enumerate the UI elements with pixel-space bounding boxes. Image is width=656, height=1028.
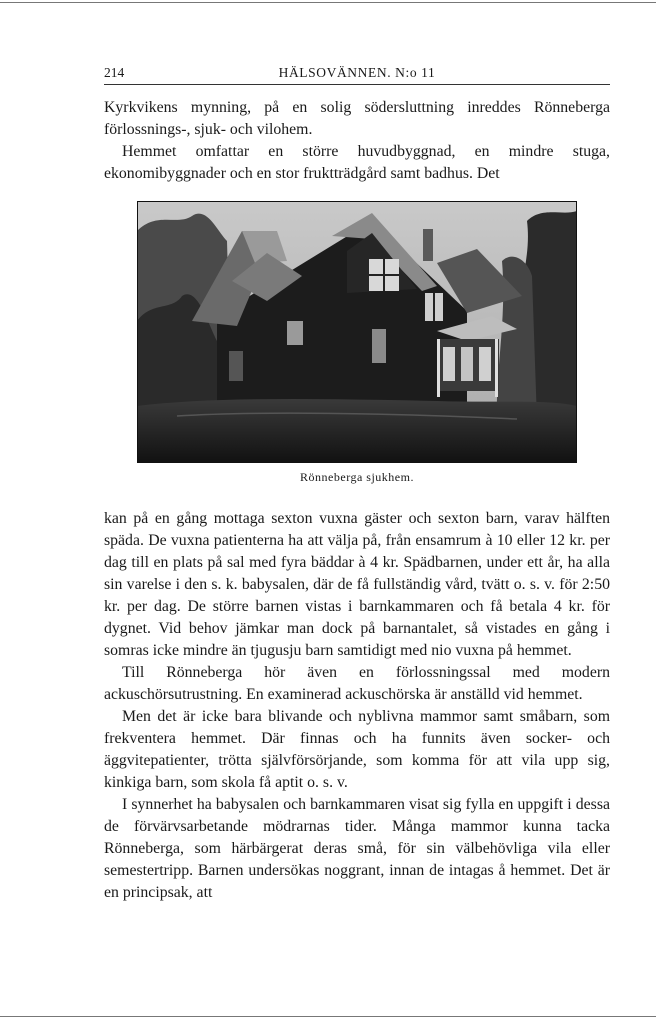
journal-title: HÄLSOVÄNNEN. N:o 11: [278, 65, 436, 80]
paragraph: Till Rönneberga hör även en förlossningssal med modern ackuschörsutrustning. En examinerad ackuschörska är anställd vid hemmet.: [104, 664, 610, 703]
running-head: [104, 62, 610, 85]
page-number: 214: [104, 65, 125, 80]
paragraph: Kyrkvikens mynning, på en solig södersluttning inreddes Rönneberga förlossnings-, sjuk- och vilohem.: [104, 99, 610, 138]
intro-text: [104, 97, 610, 185]
scan-edge-bottom: [0, 1016, 656, 1017]
scan-edge-top: [0, 2, 656, 3]
figure-caption: Rönneberga sjukhem.: [300, 470, 414, 484]
page: [104, 62, 610, 904]
paragraph: Hemmet omfattar en större huvudbyggnad, en mindre stuga, ekonomibyggnader och en stor fruktträdgård samt badhus. Det: [104, 143, 610, 182]
paragraph: kan på en gång mottaga sexton vuxna gäster och sexton barn, varav hälften späda. De vuxna patienterna ha att välja på, från ensamrum à 10 eller 12 kr. per dag till en plats på sal med fyra bäddar à 4 kr. Spädbarnen, under ett år, ha alla sin varelse i den s. k. babysalen, där de få fullständig vård, tvätt o. s. v. för 2:50 kr. per dag. De större barnen vistas i barnkammaren och få betala 4 kr. för dygnet. Vid behov jämkar man dock på barnantalet, så vistades en gång i somras icke mindre än tjugusju barn samtidigt med nio vuxna på hemmet.: [104, 510, 610, 659]
figure: [104, 201, 610, 485]
paragraph: Men det är icke bara blivande och nyblivna mammor samt småbarn, som frekventera hemmet. Där finnas och ha funnits även socker- och äggvitepatienter, trötta självförsörjande, som komma för att vila upp sig, kinkiga barn, som skola få aptit o. s. v.: [104, 708, 610, 791]
paragraph: I synnerhet ha babysalen och barnkammaren visat sig fylla en uppgift i dessa de förvärvsarbetande mödrarnas tider. Många mammor kunna tacka Rönneberga, som härbärgerat deras små, för sin välbehövliga vila eller semestertripp. Barnen undersökas noggrant, innan de intagas å hemmet. Det är en principsak, att: [104, 796, 610, 901]
house-photograph-icon: [137, 201, 577, 463]
body-text: [104, 508, 610, 904]
